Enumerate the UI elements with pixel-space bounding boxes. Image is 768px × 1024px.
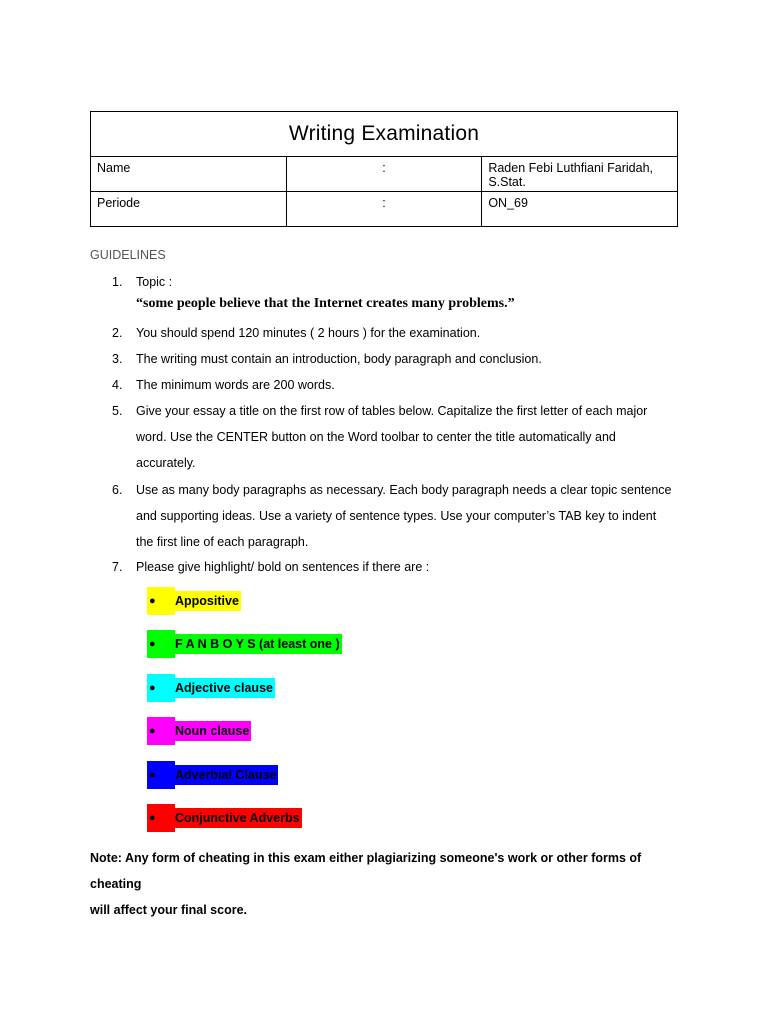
item-text: Topic : [136,275,173,289]
bullet-icon: ● [147,717,175,745]
item-number: 7. [112,560,123,574]
highlight-label: Adverbial Clause [175,765,278,785]
highlight-item-noun-clause [147,717,251,745]
note-line-2: will affect your final score. [90,903,247,917]
item-text-line-1: Give your essay a title on the first row of tables below. Capitalize the first letter of each major [136,404,648,418]
item-text: The writing must contain an introduction, body paragraph and conclusion. [136,352,542,366]
highlight-item-adjective-clause [147,674,275,702]
highlight-label: Conjunctive Adverbs [175,808,302,828]
item-text: Please give highlight/ bold on sentences if there are : [136,560,430,574]
cheating-note [90,845,690,923]
guideline-item-7 [112,554,672,580]
guideline-item-5 [112,398,672,476]
item-number: 6. [112,483,123,497]
highlight-label: Appositive [175,591,241,611]
item-number: 3. [112,352,123,366]
exam-title: Writing Examination [91,112,678,157]
item-number: 1. [112,275,123,289]
guideline-item-3 [112,346,672,372]
item-text: You should spend 120 minutes ( 2 hours ) for the examination. [136,326,481,340]
topic-quote: “some people believe that the Internet creates many problems.” [136,296,515,311]
periode-label: Periode [91,192,287,227]
highlight-label: Adjective clause [175,678,275,698]
periode-value: ON_69 [482,192,678,227]
name-label: Name [91,157,287,192]
item-number: 5. [112,404,123,418]
item-text-line-2: and supporting ideas. Use a variety of sentence types. Use your computer’s TAB key to indent [136,509,657,523]
highlight-label: Noun clause [175,721,251,741]
highlight-item-conjunctive-adverbs [147,804,302,832]
name-row [91,157,678,192]
highlight-item-adverbial-clause [147,761,278,789]
bullet-icon: ● [147,761,175,789]
item-text-line-3: accurately. [136,456,196,470]
guidelines-heading: GUIDELINES [90,248,166,262]
name-separator: : [286,157,482,192]
highlight-label: F A N B O Y S (at least one ) [175,634,342,654]
guideline-item-1 [112,269,672,295]
bullet-icon: ● [147,587,175,615]
item-number: 4. [112,378,123,392]
guideline-item-2 [112,320,672,346]
item-text-line-1: Use as many body paragraphs as necessary. Each body paragraph needs a clear topic sentence [136,483,672,497]
periode-row [91,192,678,227]
bullet-icon: ● [147,804,175,832]
bullet-icon: ● [147,674,175,702]
exam-header-table [90,111,678,227]
guideline-item-4 [112,372,672,398]
item-text-line-3: the first line of each paragraph. [136,535,309,549]
highlight-item-fanboys [147,630,342,658]
bullet-icon: ● [147,630,175,658]
item-text-line-2: word. Use the CENTER button on the Word toolbar to center the title automatically and [136,430,616,444]
periode-separator: : [286,192,482,227]
item-number: 2. [112,326,123,340]
note-line-1: Note: Any form of cheating in this exam either plagiarizing someone's work or other forms of cheating [90,851,642,891]
highlight-item-appositive [147,587,241,615]
item-text: The minimum words are 200 words. [136,378,335,392]
guideline-item-6 [112,477,672,555]
name-value: Raden Febi Luthfiani Faridah, S.Stat. [482,157,678,192]
